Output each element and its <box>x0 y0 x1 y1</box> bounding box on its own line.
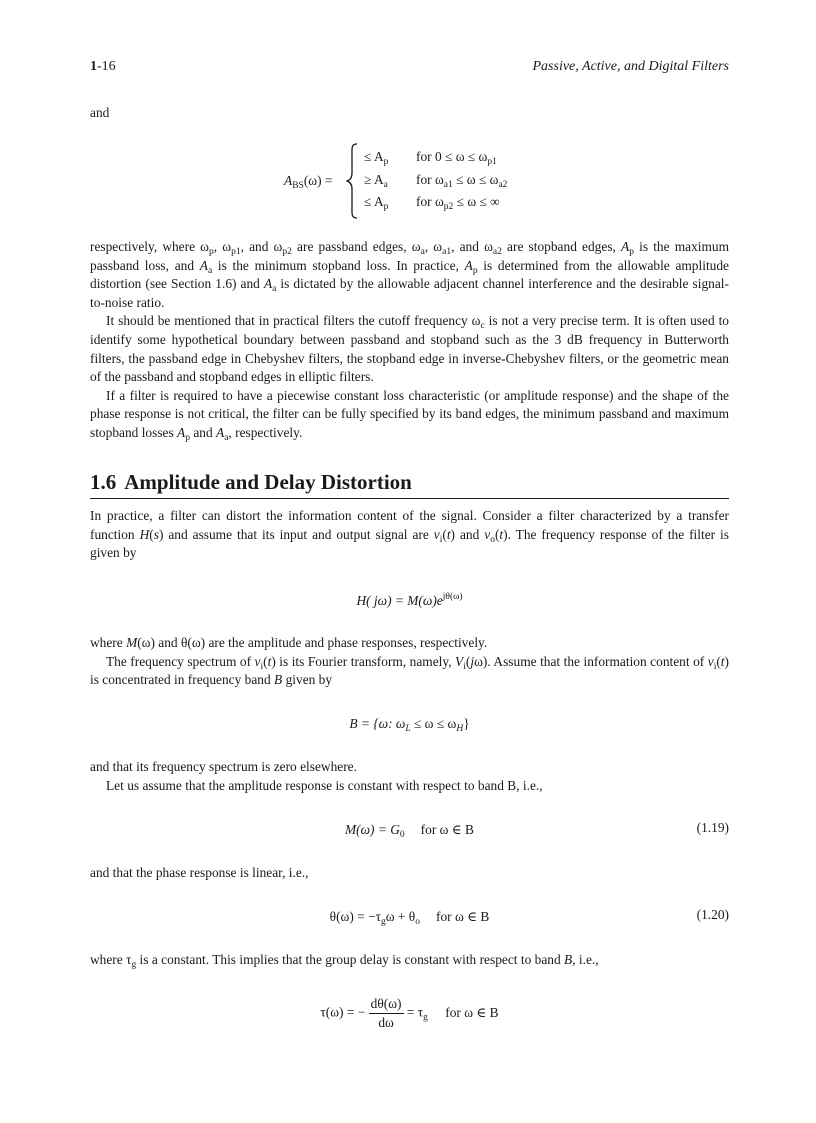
equation-abs-piecewise <box>284 143 584 219</box>
paragraph-block-2 <box>90 507 729 563</box>
para-constant-loss: If a filter is required to have a piecewise constant loss characteristic (or amplitude response) and the shape of the phase response is not critical, the filter can be fully specified by its band edges, the minimum passband and maximum stopband losses $A_p$ and $A_a$, respectively. <box>90 387 729 443</box>
piecewise-cond-3: for $\omega_{p2} \le \omega$ ≤ ∞ <box>416 194 500 212</box>
para-and: and <box>90 105 110 120</box>
equation-band-b: B = {ω: $\omega_L \le \omega \le \omega_H$} <box>349 716 470 734</box>
piecewise-row-3: ≤ $A_p$ <box>364 194 389 212</box>
para-phase-linear: and that the phase response is linear, i.e., <box>90 865 309 880</box>
running-title: Passive, Active, and Digital Filters <box>532 59 729 74</box>
piecewise-row-1: ≤ $A_p$ <box>364 149 389 167</box>
para-distortion: In practice, a filter can distort the information content of the signal. Consider a filter characterized by a transfer function H(s) and assume that its input and output signal are $v_i(t)$ and $v_o(t)$. The frequency response of the filter is given by <box>90 508 729 561</box>
equation-1-20: $\theta(\omega) = -\tau_g\omega + \theta_o$ for ω ∈ B <box>329 909 490 927</box>
para-edges: respectively, where $\omega_p$, $\omega_{p1}$, and $\omega_{p2}$ are passband edges, $\omega_a$, $\omega_{a1}$, and $\omega_{a2}$ are stopband edges, $A_p$ is the maximum passband loss, and $A_a$ is the minimum stopband loss. In practice, $A_p$ is determined from the allowable amplitude distortion (see Section 1.6) and $A_a$ is dictated by the allowable adjacent channel interference and the desirable signal-to-noise ratio. <box>90 239 730 310</box>
para-group-delay: where $\tau_g$ is a constant. This implies that the group delay is constant with respect to band B, i.e., <box>90 952 599 970</box>
page-number: 1-16 <box>90 59 116 74</box>
equation-group-delay: τ(ω) = − $\frac{d\theta(\omega)}{d\omega}$ = $\tau_g$ for ω ∈ B <box>320 996 499 1030</box>
equation-1-19: $M(\omega) = G_0$ for ω ∈ B <box>344 822 474 840</box>
piecewise-row-2: ≥ $A_a$ <box>364 172 388 190</box>
section-heading: 1.6 Amplitude and Delay Distortion <box>90 470 729 499</box>
equation-lhs: $A_{BS}(\omega)$ = <box>284 173 333 191</box>
equation-number-1-19: (1.19) <box>696 820 729 835</box>
piecewise-cond-1: for $0 \le \omega \le \omega_{p1}$ <box>416 149 497 167</box>
para-spectrum: The frequency spectrum of $v_i(t)$ is its Fourier transform, namely, $V_i(j\omega)$. Assume that the information content of $v_i(t)$ is concentrated in frequency band B given by <box>90 653 729 688</box>
paragraph-block-4 <box>90 758 729 795</box>
para-cutoff: It should be mentioned that in practical filters the cutoff frequency $\omega_c$ is not a very precise term. It is often used to identify some hypothetical boundary between passband and stopband such as the 3 dB frequency in Butterworth filters, the passband edge in Chebyshev filters, the stopband edge in inverse-Chebyshev filters, or the geometric mean of the passband and stopband edges in elliptic filters. <box>90 313 729 385</box>
para-amp-phase: where M(ω) and θ(ω) are the amplitude and phase responses, respectively. <box>90 635 488 650</box>
equation-frequency-response: H( $j\omega) = M(\omega)e^{j\theta(\omega)}$ <box>356 592 463 608</box>
equation-number-1-20: (1.20) <box>696 907 729 922</box>
left-brace-icon <box>346 143 358 219</box>
para-zero-elsewhere: and that its frequency spectrum is zero elsewhere. <box>90 759 357 774</box>
paragraph-block-3 <box>90 634 729 690</box>
fraction-dtheta-domega: $\frac{d\theta(\omega)}{d\omega}$ <box>370 996 402 1030</box>
piecewise-cond-2: for $\omega_{a1} \le \omega \le \omega_{a2}$ <box>416 172 508 190</box>
para-assume-constant: Let us assume that the amplitude response is constant with respect to band B, i.e., <box>106 777 543 793</box>
paragraph-block-1 <box>90 238 729 443</box>
